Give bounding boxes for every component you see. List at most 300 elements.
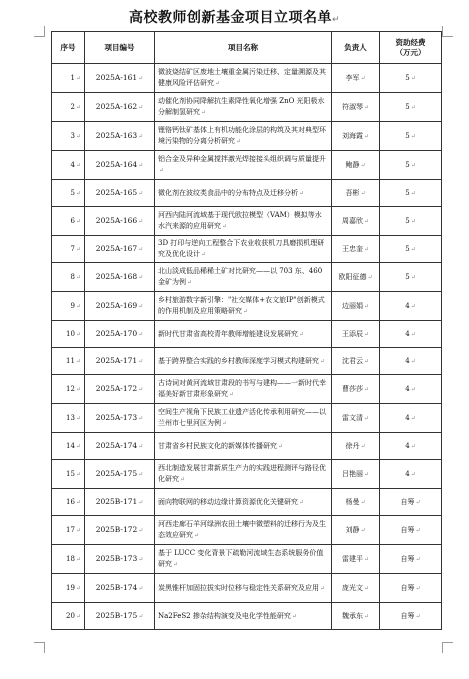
cell-leader[interactable] (332, 122, 380, 151)
cell-leader-text: 吾彬 (345, 188, 360, 197)
paragraph-mark-icon: ↵ (363, 217, 370, 225)
paragraph-mark-icon: ↵ (138, 104, 144, 111)
paragraph-mark-icon: ↵ (138, 585, 144, 592)
table-row (52, 545, 442, 574)
cell-code[interactable] (85, 348, 155, 375)
cell-funding-text: 自筹 (400, 611, 415, 620)
header-name[interactable]: 项目名称 (155, 32, 332, 64)
cell-code-text: 2025B-175 (95, 611, 138, 620)
cell-name[interactable] (155, 545, 332, 574)
cell-code-text: 2025A-161 (95, 73, 138, 82)
cell-leader-text: 李军 (345, 73, 360, 82)
cell-name-text: 3D 打印与逆向工程整合下农业收获机刀具磨损机理研究及优化设计 (158, 239, 325, 258)
paragraph-mark-icon: ↵ (331, 15, 341, 25)
cell-seq[interactable] (52, 64, 85, 93)
paragraph-mark-icon: ↵ (201, 251, 207, 258)
cell-leader[interactable] (332, 603, 380, 630)
cell-funding-text: 4 (405, 301, 410, 310)
paragraph-mark-icon: ↵ (360, 498, 366, 506)
cell-name[interactable] (155, 603, 332, 630)
paragraph-mark-icon: ↵ (363, 414, 370, 422)
cell-leader-text: 庞光文 (341, 583, 363, 592)
paragraph-mark-icon: ↵ (138, 218, 144, 225)
cell-funding[interactable] (380, 375, 442, 404)
paragraph-mark-icon: ↵ (75, 357, 81, 365)
paragraph-mark-icon: ↵ (363, 245, 370, 253)
cell-name-text: 空间生产视角下民族工业遗产活化传承利用研究——以兰州市七里河区为例 (158, 408, 326, 427)
paragraph-mark-icon: ↵ (410, 414, 416, 422)
cell-seq-text: 10 (66, 329, 75, 338)
cell-seq[interactable] (52, 292, 85, 321)
cell-funding-text: 5 (405, 272, 410, 281)
cell-funding[interactable] (380, 292, 442, 321)
cell-leader[interactable] (332, 460, 380, 489)
cell-name[interactable] (155, 236, 332, 263)
paragraph-mark-icon: ↵ (75, 612, 81, 620)
paragraph-mark-icon: ↵ (138, 415, 144, 422)
cell-code[interactable] (85, 207, 155, 236)
paragraph-mark-icon: ↵ (363, 584, 370, 592)
cell-code-text: 2025A-164 (95, 160, 138, 169)
paragraph-mark-icon: ↵ (138, 274, 144, 281)
cell-seq[interactable] (52, 207, 85, 236)
cell-name-text: 基于 LUCC 变化背景下疏勒河流域生态系统服务价值研究 (158, 549, 324, 568)
cell-leader[interactable] (332, 236, 380, 263)
cell-seq[interactable] (52, 93, 85, 122)
header-funding[interactable] (380, 32, 442, 64)
cell-funding-text: 4 (405, 413, 410, 422)
paragraph-mark-icon: ↵ (215, 80, 221, 87)
paragraph-mark-icon: ↵ (75, 273, 81, 281)
cell-seq[interactable] (52, 180, 85, 207)
cell-code-text: 2025A-175 (95, 469, 138, 478)
paragraph-mark-icon: ↵ (75, 302, 81, 310)
paragraph-mark-icon: ↵ (75, 584, 81, 592)
cell-name-text: 动催化剂协同降解抗生素降性氧化增强 ZnO 光阳极水分解制氢研究 (158, 97, 325, 116)
cell-name[interactable] (155, 404, 332, 433)
cell-name[interactable] (155, 489, 332, 516)
crop-mark-bottom-right (442, 642, 453, 653)
paragraph-mark-icon: ↵ (75, 217, 81, 225)
paragraph-mark-icon: ↵ (360, 161, 366, 169)
cell-name[interactable] (155, 321, 332, 348)
table-row (52, 263, 442, 292)
cell-name[interactable] (155, 64, 332, 93)
cell-funding-text: 自筹 (400, 554, 415, 563)
cell-code[interactable] (85, 460, 155, 489)
table-row (52, 321, 442, 348)
cell-code[interactable] (85, 292, 155, 321)
cell-funding[interactable] (380, 489, 442, 516)
cell-leader[interactable] (332, 404, 380, 433)
table-row (52, 236, 442, 263)
paragraph-mark-icon: ↵ (75, 442, 81, 450)
cell-leader[interactable] (332, 64, 380, 93)
cell-code-text: 2025A-174 (95, 441, 138, 450)
paragraph-mark-icon: ↵ (410, 161, 416, 169)
cell-funding[interactable] (380, 207, 442, 236)
cell-code-text: 2025B-173 (95, 554, 138, 563)
cell-leader-text: 符淑琴 (341, 102, 363, 111)
cell-name-text: 基于跨界整合实践的乡村教师深度学习模式构建研究 (158, 356, 319, 365)
paragraph-mark-icon: ↵ (410, 74, 416, 82)
paragraph-mark-icon: ↵ (363, 470, 370, 478)
paragraph-mark-icon: ↵ (75, 526, 81, 534)
cell-funding-text: 5 (405, 216, 410, 225)
paragraph-mark-icon: ↵ (138, 443, 144, 450)
cell-name-text: 古诗词对黄河流域甘肃段的书写与建构——一新时代幸福美好新甘肃形象研究 (158, 379, 326, 398)
cell-name[interactable] (155, 348, 332, 375)
cell-seq[interactable] (52, 321, 85, 348)
cell-code-text: 2025B-174 (95, 583, 138, 592)
cell-name[interactable] (155, 151, 332, 180)
cell-seq[interactable] (52, 263, 85, 292)
cell-seq[interactable] (52, 236, 85, 263)
cell-seq[interactable] (52, 460, 85, 489)
paragraph-mark-icon: ↵ (363, 385, 370, 393)
cell-seq-text: 14 (66, 441, 75, 450)
paragraph-mark-icon: ↵ (75, 132, 81, 140)
paragraph-mark-icon: ↵ (278, 442, 284, 450)
cell-funding[interactable] (380, 263, 442, 292)
paragraph-mark-icon: ↵ (367, 273, 373, 281)
cell-code-text: 2025A-169 (95, 301, 138, 310)
cell-name-text: 乡村旅游数字新引擎："社交媒体+农文旅IP"创新模式的作用机制及应用策略研究 (158, 296, 325, 315)
table-row (52, 460, 442, 489)
cell-seq-text: 18 (66, 554, 75, 563)
cell-seq[interactable] (52, 574, 85, 603)
paragraph-mark-icon: ↵ (415, 612, 421, 620)
paragraph-mark-icon: ↵ (415, 555, 421, 563)
cell-seq-text: 5 (70, 188, 75, 197)
paragraph-mark-icon: ↵ (187, 279, 193, 286)
paragraph-mark-icon: ↵ (75, 103, 81, 111)
cell-leader-text: 欧阳征德 (338, 272, 367, 281)
paragraph-mark-icon: ↵ (360, 526, 366, 534)
project-table (51, 31, 442, 630)
cell-code[interactable] (85, 516, 155, 545)
cell-name[interactable] (155, 207, 332, 236)
cell-funding-text: 自筹 (400, 525, 415, 534)
cell-name-text: Na2FeS2 掺杂结构演变及电化学性能研究 (158, 611, 291, 620)
header-code[interactable]: 项目编号 (85, 32, 155, 64)
cell-leader-text: 雷建平 (341, 554, 363, 563)
paragraph-mark-icon: ↵ (363, 132, 370, 140)
cell-seq[interactable] (52, 603, 85, 630)
paragraph-mark-icon: ↵ (138, 246, 144, 253)
cell-funding-text: 自筹 (400, 497, 415, 506)
cell-funding[interactable] (380, 516, 442, 545)
cell-name-text: 微波烧结矿区废地土壤重金属污染迁移、定量溯源及其健康风险评估研究 (158, 68, 326, 87)
cell-seq-text: 16 (66, 497, 75, 506)
cell-funding[interactable] (380, 122, 442, 151)
paragraph-mark-icon: ↵ (138, 331, 144, 338)
paragraph-mark-icon: ↵ (410, 470, 416, 478)
cell-code[interactable] (85, 603, 155, 630)
cell-funding[interactable] (380, 64, 442, 93)
cell-seq-text: 19 (66, 583, 75, 592)
cell-funding-text: 5 (405, 160, 410, 169)
table-row (52, 180, 442, 207)
cell-leader[interactable] (332, 93, 380, 122)
cell-name-text: 河西走廊石羊河绿洲农田土壤中微塑料的迁移行为及生态效应研究 (158, 520, 326, 539)
cell-funding[interactable] (380, 574, 442, 603)
cell-name-text: 炭黑锥杆加固拉拔实时位移与稳定性关系研究及应用 (158, 583, 319, 592)
cell-funding-text: 4 (405, 441, 410, 450)
cell-code[interactable] (85, 122, 155, 151)
paragraph-mark-icon: ↵ (415, 498, 421, 506)
paragraph-mark-icon: ↵ (363, 555, 370, 563)
paragraph-mark-icon: ↵ (363, 103, 370, 111)
cell-name-text: 微化剂在波纹类食品中的分布特点及迁移分析 (158, 188, 298, 197)
table-row (52, 375, 442, 404)
cell-code[interactable] (85, 375, 155, 404)
paragraph-mark-icon: ↵ (360, 74, 366, 82)
cell-code-text: 2025A-170 (95, 329, 138, 338)
cell-seq[interactable] (52, 404, 85, 433)
cell-funding-text: 5 (405, 73, 410, 82)
paragraph-mark-icon: ↵ (75, 189, 81, 197)
cell-code-text: 2025A-168 (95, 272, 138, 281)
paragraph-mark-icon: ↵ (229, 391, 235, 398)
cell-leader-text: 杨曼 (345, 497, 360, 506)
cell-leader-text: 吕艳丽 (341, 469, 363, 478)
cell-code-text: 2025A-172 (95, 384, 138, 393)
cell-code[interactable] (85, 404, 155, 433)
cell-code[interactable] (85, 433, 155, 460)
cell-code[interactable] (85, 545, 155, 574)
cell-seq-text: 3 (70, 131, 75, 140)
cell-funding[interactable] (380, 348, 442, 375)
cell-code-text: 2025A-171 (95, 356, 138, 365)
paragraph-mark-icon: ↵ (159, 167, 165, 174)
paragraph-mark-icon: ↵ (363, 302, 370, 310)
cell-name[interactable] (155, 93, 332, 122)
cell-name-text: 甘肃省乡村民族文化的新媒体传播研究 (158, 441, 277, 450)
paragraph-mark-icon: ↵ (363, 330, 370, 338)
cell-funding[interactable] (380, 236, 442, 263)
cell-code[interactable] (85, 236, 155, 263)
cell-code[interactable] (85, 574, 155, 603)
cell-leader-text: 徐丹 (345, 441, 360, 450)
paragraph-mark-icon: ↵ (410, 302, 416, 310)
cell-code[interactable] (85, 93, 155, 122)
cell-leader-text: 刘海霞 (341, 131, 363, 140)
cell-name[interactable] (155, 375, 332, 404)
paragraph-mark-icon: ↵ (194, 532, 200, 539)
cell-name[interactable] (155, 516, 332, 545)
paragraph-mark-icon: ↵ (222, 420, 228, 427)
cell-funding[interactable] (380, 460, 442, 489)
cell-seq-text: 6 (70, 216, 75, 225)
cell-seq-text: 15 (66, 469, 75, 478)
document-title-text: 高校教师创新基金项目立项名单 (128, 10, 332, 26)
cell-leader-text: 魏承东 (341, 611, 363, 620)
cell-leader[interactable] (332, 292, 380, 321)
cell-leader-text: 鲍静 (345, 160, 360, 169)
table-row (52, 404, 442, 433)
cell-leader-text: 王添辰 (341, 329, 363, 338)
cell-name[interactable] (155, 433, 332, 460)
cell-seq-text: 13 (66, 413, 75, 422)
cell-funding[interactable] (380, 321, 442, 348)
paragraph-mark-icon: ↵ (75, 414, 81, 422)
paragraph-mark-icon: ↵ (138, 527, 144, 534)
paragraph-mark-icon: ↵ (236, 138, 242, 145)
cell-leader-text: 周嘉欣 (341, 216, 363, 225)
cell-name[interactable] (155, 263, 332, 292)
paragraph-mark-icon: ↵ (410, 357, 416, 365)
table-row (52, 348, 442, 375)
cell-leader-text: 边丽娟 (341, 301, 363, 310)
cell-leader[interactable] (332, 545, 380, 574)
cell-name-text: 锂铬钙钛矿基体上有机功能化涂层的构筑及其对典型环境污染物的分离分析研究 (158, 126, 326, 145)
cell-name-text: 河西内陆河流域基于现代欧拉模型（VAM）模拟等水水汽来源的应用研究 (158, 211, 322, 230)
cell-name-text: 面向物联网的移动边缘计算资源优化关键研究 (158, 497, 298, 506)
cell-code[interactable] (85, 64, 155, 93)
paragraph-mark-icon: ↵ (138, 358, 144, 365)
paragraph-mark-icon: ↵ (75, 470, 81, 478)
cell-funding[interactable] (380, 603, 442, 630)
cell-seq[interactable] (52, 545, 85, 574)
table-row (52, 603, 442, 630)
paragraph-mark-icon: ↵ (410, 385, 416, 393)
cell-code-text: 2025A-163 (95, 131, 138, 140)
cell-funding[interactable] (380, 433, 442, 460)
cell-code-text: 2025B-171 (95, 497, 138, 506)
cell-code-text: 2025B-172 (95, 525, 138, 534)
paragraph-mark-icon: ↵ (138, 75, 144, 82)
cell-code-text: 2025A-173 (95, 413, 138, 422)
cell-code[interactable] (85, 489, 155, 516)
table-row (52, 489, 442, 516)
cell-name[interactable] (155, 460, 332, 489)
cell-leader[interactable] (332, 375, 380, 404)
cell-code[interactable] (85, 151, 155, 180)
paragraph-mark-icon: ↵ (243, 308, 249, 315)
cell-seq-text: 12 (66, 384, 75, 393)
paragraph-mark-icon: ↵ (75, 555, 81, 563)
header-funding-line1: 资助经费 (395, 37, 426, 47)
cell-leader[interactable] (332, 574, 380, 603)
cell-leader[interactable] (332, 516, 380, 545)
cell-name-text: 铝合金及异种金属搅拌激光焊接接头组织调与质量提升 (158, 155, 326, 163)
cell-leader[interactable] (332, 207, 380, 236)
cell-leader[interactable] (332, 489, 380, 516)
cell-funding[interactable] (380, 151, 442, 180)
cell-seq-text: 8 (70, 272, 75, 281)
cell-seq-text: 2 (70, 102, 75, 111)
paragraph-mark-icon: ↵ (363, 357, 370, 365)
cell-seq[interactable] (52, 516, 85, 545)
cell-leader[interactable] (332, 433, 380, 460)
crop-mark-bottom-left (34, 642, 45, 653)
paragraph-mark-icon: ↵ (75, 330, 81, 338)
header-leader[interactable]: 负责人 (332, 32, 380, 64)
paragraph-mark-icon: ↵ (222, 223, 228, 230)
cell-seq-text: 7 (70, 244, 75, 253)
paragraph-mark-icon: ↵ (75, 245, 81, 253)
table-row (52, 151, 442, 180)
cell-funding-text: 5 (405, 188, 410, 197)
cell-code[interactable] (85, 321, 155, 348)
paragraph-mark-icon: ↵ (138, 386, 144, 393)
paragraph-mark-icon: ↵ (75, 74, 81, 82)
cell-name[interactable] (155, 180, 332, 207)
cell-seq[interactable] (52, 433, 85, 460)
paragraph-mark-icon: ↵ (410, 132, 416, 140)
cell-code-text: 2025A-165 (95, 188, 138, 197)
cell-name-text: 北山淡成低品稀稀土矿对比研究——以 703 东、460 金矿为例 (158, 267, 323, 286)
cell-name-text: 新时代甘肃省高校青年教师增能建设发展研究 (158, 329, 298, 338)
paragraph-mark-icon: ↵ (138, 471, 144, 478)
cell-funding[interactable] (380, 404, 442, 433)
cell-seq[interactable] (52, 122, 85, 151)
table-row (52, 433, 442, 460)
cell-funding-text: 4 (405, 469, 410, 478)
paragraph-mark-icon: ↵ (138, 133, 144, 140)
cell-funding-text: 5 (405, 131, 410, 140)
paragraph-mark-icon: ↵ (363, 612, 370, 620)
cell-seq[interactable] (52, 489, 85, 516)
table-row (52, 93, 442, 122)
paragraph-mark-icon: ↵ (291, 612, 297, 620)
cell-code-text: 2025A-162 (95, 102, 138, 111)
cell-leader-text: 王忠奎 (341, 244, 363, 253)
paragraph-mark-icon: ↵ (138, 499, 144, 506)
paragraph-mark-icon: ↵ (299, 498, 305, 506)
cell-leader[interactable] (332, 180, 380, 207)
cell-funding-text: 4 (405, 329, 410, 338)
cell-name[interactable] (155, 122, 332, 151)
cell-seq[interactable] (52, 151, 85, 180)
cell-funding[interactable] (380, 545, 442, 574)
cell-leader-text: 刘静 (345, 525, 360, 534)
cell-leader[interactable] (332, 263, 380, 292)
cell-funding[interactable] (380, 93, 442, 122)
paragraph-mark-icon: ↵ (360, 189, 366, 197)
cell-leader[interactable] (332, 321, 380, 348)
cell-leader-text: 雷文清 (341, 413, 363, 422)
cell-seq[interactable] (52, 375, 85, 404)
cell-leader[interactable] (332, 151, 380, 180)
paragraph-mark-icon: ↵ (138, 190, 144, 197)
cell-seq[interactable] (52, 348, 85, 375)
cell-funding[interactable] (380, 180, 442, 207)
cell-code[interactable] (85, 263, 155, 292)
cell-name[interactable] (155, 292, 332, 321)
paragraph-mark-icon: ↵ (320, 357, 326, 365)
paragraph-mark-icon: ↵ (410, 442, 416, 450)
document-title[interactable] (0, 9, 469, 29)
cell-code-text: 2025A-166 (95, 216, 138, 225)
cell-code[interactable] (85, 180, 155, 207)
cell-funding-text: 5 (405, 102, 410, 111)
cell-seq-text: 4 (70, 160, 75, 169)
cell-funding-text: 4 (405, 356, 410, 365)
cell-funding-text: 4 (405, 384, 410, 393)
table-row (52, 64, 442, 93)
paragraph-mark-icon: ↵ (320, 584, 326, 592)
cell-name[interactable] (155, 574, 332, 603)
cell-seq-text: 1 (70, 73, 75, 82)
table-row (52, 207, 442, 236)
header-seq[interactable]: 序号 (52, 32, 85, 64)
paragraph-mark-icon: ↵ (410, 217, 416, 225)
table-header-row (52, 32, 442, 64)
paragraph-mark-icon: ↵ (415, 584, 421, 592)
cell-leader[interactable] (332, 348, 380, 375)
